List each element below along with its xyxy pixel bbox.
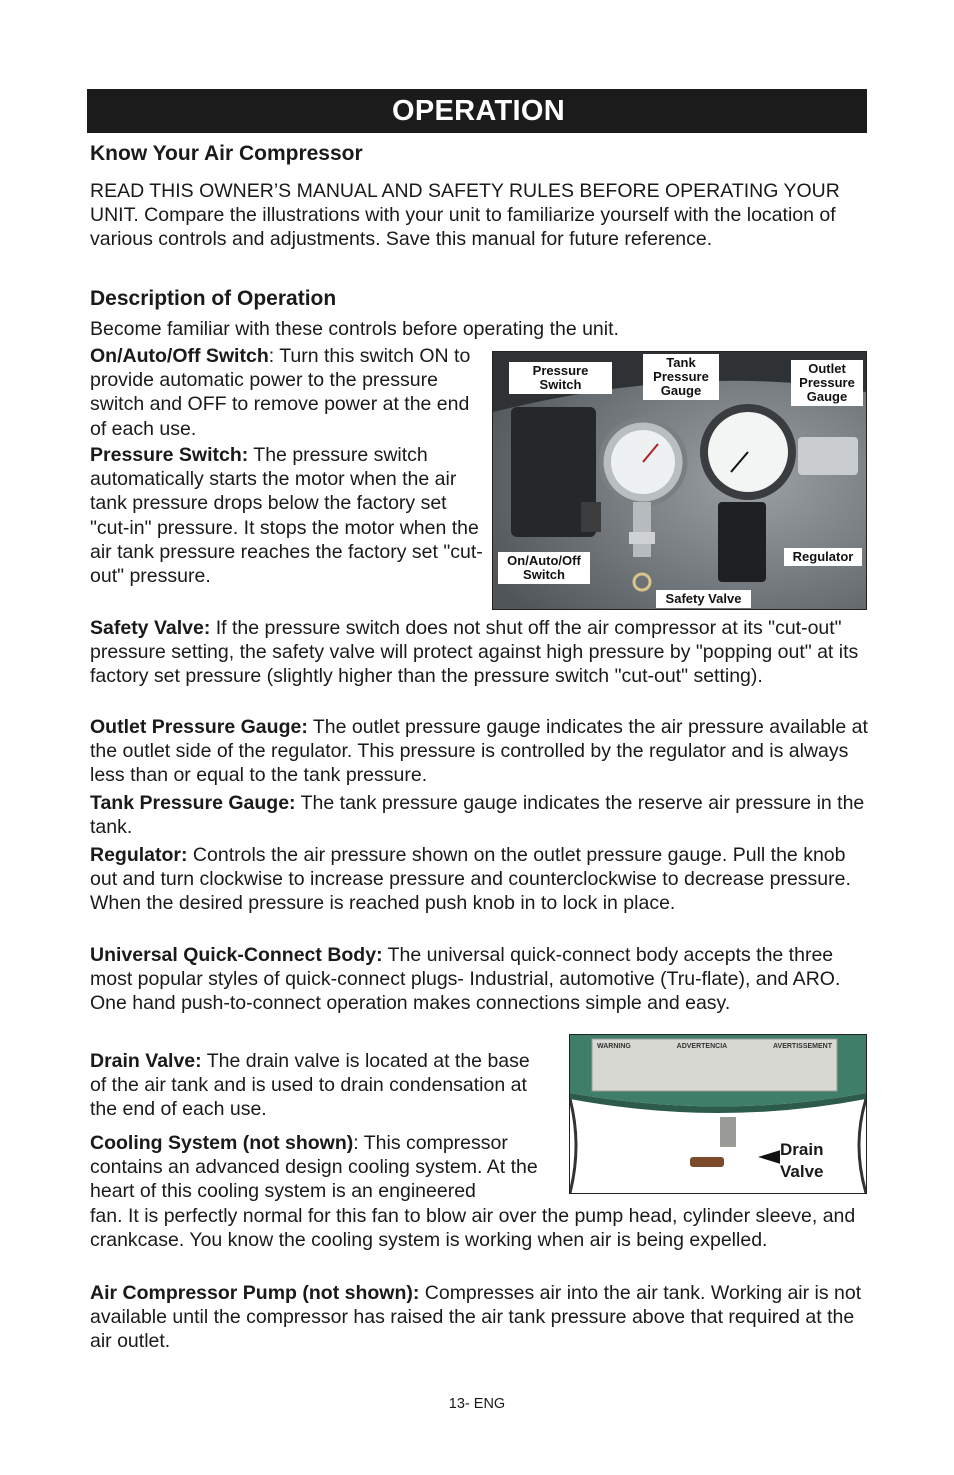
item-tank-gauge	[90, 791, 870, 839]
item-quick-connect	[90, 943, 870, 1016]
desc: Controls the air pressure shown on the outlet pressure gauge. Pull the knob out and turn clockwise to increase pressure and counterclockwise to decrease pressure. When the desired pressure is reached push knob in to lock in place.	[90, 844, 851, 915]
heading-description-of-operation: Description of Operation	[90, 287, 337, 310]
item-air-pump	[90, 1281, 870, 1354]
item-drain-valve	[90, 1049, 545, 1122]
term: Safety Valve:	[90, 617, 211, 639]
desc: The pressure switch automatically starts the motor when the air tank pressure drops below the factory set "cut-in" pressure. It stops the motor when the air tank pressure reaches the factory set "cut-out" pressure.	[90, 444, 483, 588]
item-pressure-switch	[90, 443, 490, 588]
intro-paragraph: READ THIS OWNER’S MANUAL AND SAFETY RULES BEFORE OPERATING YOUR UNIT. Compare the illustrations with your unit to familiarize yourself with the location of various controls and adjustments. Save this manual for future reference.	[90, 180, 840, 251]
term: Regulator:	[90, 844, 188, 866]
decal-header: AVERTISSEMENT	[773, 1043, 832, 1050]
item-cooling-system-start	[90, 1131, 560, 1204]
item-cooling-system-continued	[90, 1204, 870, 1252]
callout-onoff-switch: On/Auto/Off Switch	[498, 552, 590, 584]
desc: : Turn this switch ON to provide automatic power to the pressure switch and OFF to remove power at the end of each use.	[90, 345, 471, 440]
decal-headers	[597, 1043, 832, 1050]
description-intro: Become familiar with these controls before operating the unit.	[90, 318, 619, 340]
term: Outlet Pressure Gauge:	[90, 716, 308, 738]
callout-outlet-gauge: Outlet Pressure Gauge	[791, 360, 863, 406]
drain-valve-handle	[690, 1157, 724, 1167]
desc: Compresses air into the air tank. Working air is not available until the compressor has raised the air tank pressure above that required at the air outlet.	[90, 1282, 862, 1353]
term: Cooling System (not shown)	[90, 1132, 354, 1154]
callout-regulator: Regulator	[784, 548, 862, 566]
desc: The tank pressure gauge indicates the reserve air pressure in the tank.	[90, 792, 865, 839]
term: Tank Pressure Gauge:	[90, 792, 296, 814]
desc: The outlet pressure gauge indicates the air pressure available at the outlet side of the regulator. This pressure is controlled by the regulator and is always less than or equal to the tank pressure.	[90, 716, 868, 787]
desc: The drain valve is located at the base of the air tank and is used to drain condensation at the end of each use.	[90, 1050, 530, 1121]
regulator-knob	[718, 502, 766, 582]
section-banner: OPERATION	[87, 89, 867, 133]
item-onoff-switch	[90, 344, 490, 441]
term: Universal Quick-Connect Body:	[90, 944, 383, 966]
callout-safety-valve: Safety Valve	[656, 590, 751, 608]
callout-tank-gauge: Tank Pressure Gauge	[643, 354, 719, 400]
callout-drain-valve: Drain Valve	[780, 1139, 836, 1183]
item-safety-valve	[90, 616, 870, 689]
desc: The universal quick-connect body accepts the three most popular styles of quick-connect plugs- Industrial, automotive (Tru-flate), and ARO. One hand push-to-connect operation makes connections simple and easy.	[90, 944, 841, 1015]
term: Drain Valve:	[90, 1050, 202, 1072]
heading-know-your-compressor: Know Your Air Compressor	[90, 142, 363, 165]
desc: fan. It is perfectly normal for this fan to blow air over the pump head, cylinder sleeve, and crankcase. You know the cooling system is working when air is being expelled.	[90, 1205, 856, 1252]
item-regulator	[90, 843, 870, 916]
callout-pressure-switch: Pressure Switch	[509, 362, 612, 394]
figure-controls	[492, 351, 867, 610]
decal-header: ADVERTENCIA	[676, 1043, 728, 1050]
desc: If the pressure switch does not shut off the air compressor at its "cut-out" pressure setting, the safety valve will protect against high pressure by "popping out" at its factory set pressure (slightly higher than the pressure switch "cut-out" setting).	[90, 617, 859, 688]
item-outlet-gauge	[90, 715, 870, 788]
decal-header: WARNING	[597, 1043, 631, 1050]
term: On/Auto/Off Switch	[90, 345, 269, 367]
desc: : This compressor contains an advanced design cooling system. At the heart of this cooling system is an engineered	[90, 1132, 538, 1203]
term: Pressure Switch:	[90, 444, 249, 466]
page-number: 13- ENG	[448, 1396, 506, 1412]
term: Air Compressor Pump (not shown):	[90, 1282, 420, 1304]
figure-drain-valve	[569, 1034, 867, 1194]
